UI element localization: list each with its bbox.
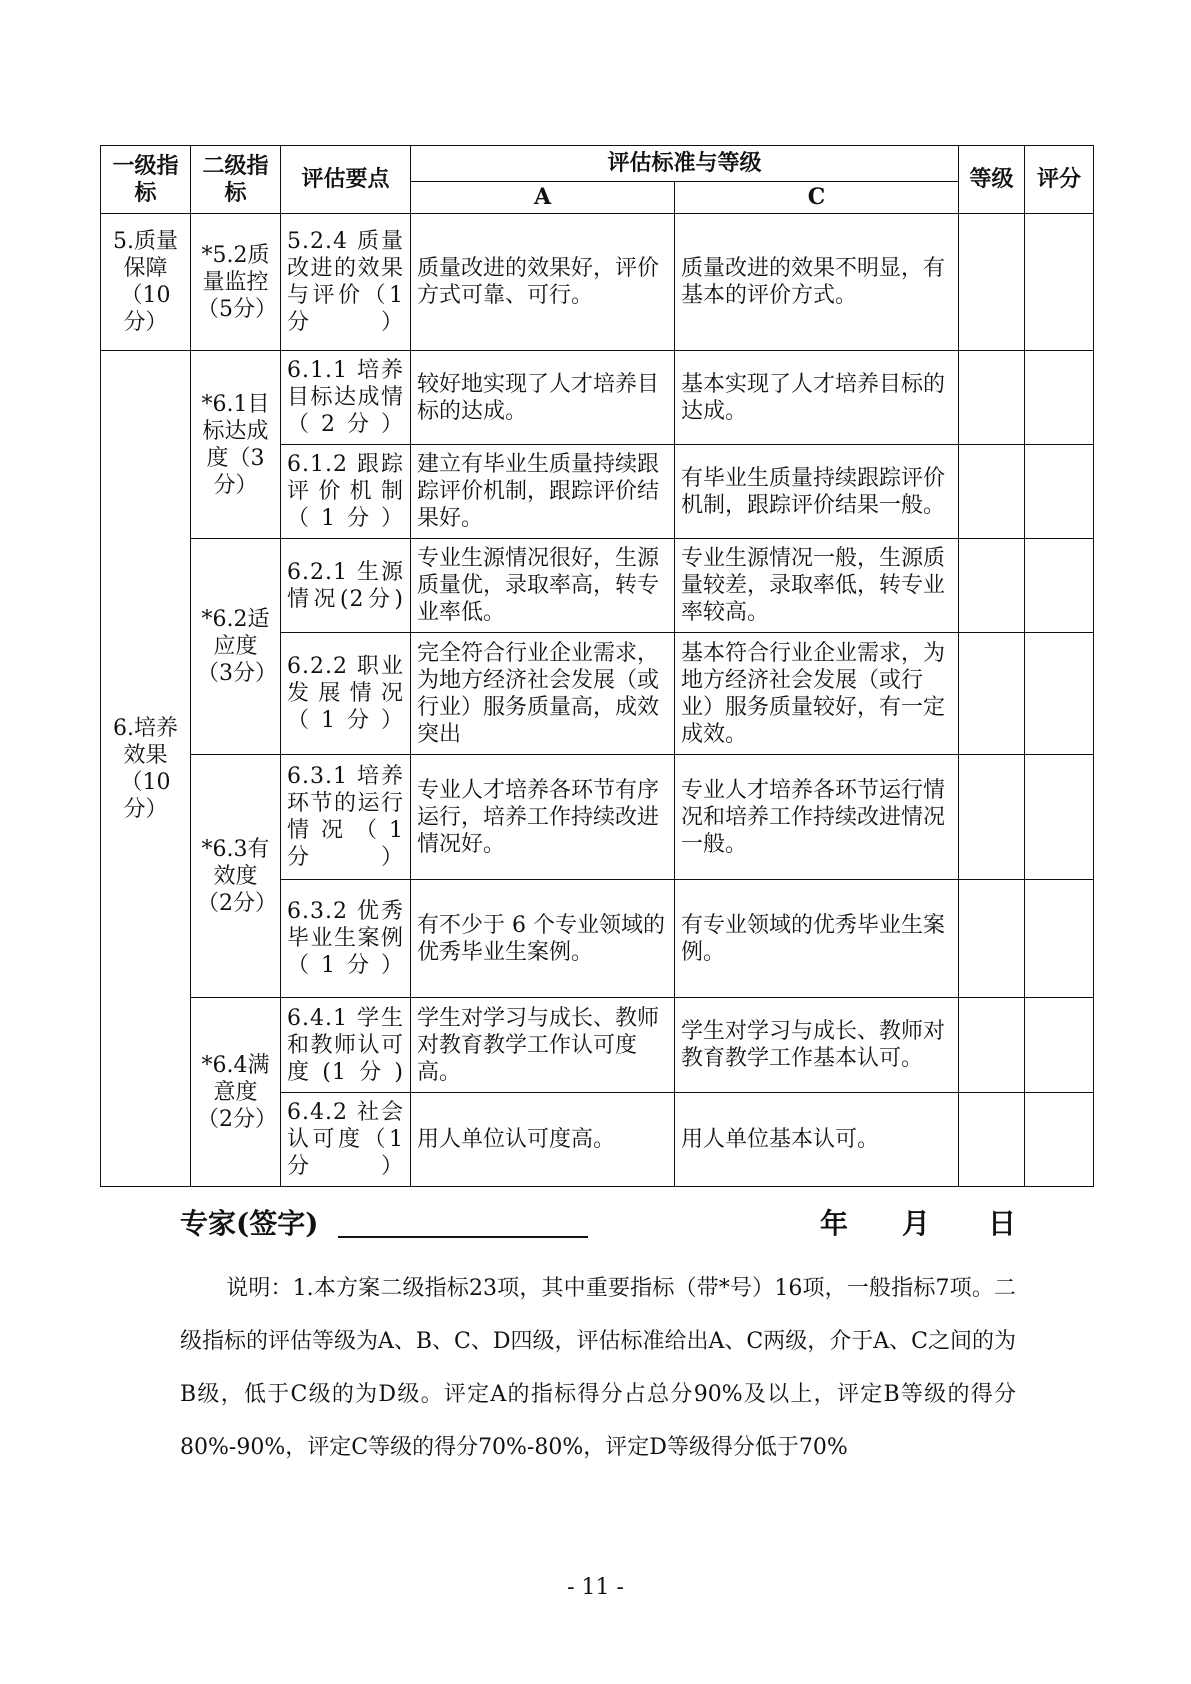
grade-cell[interactable] [959, 998, 1025, 1093]
explanation-note [180, 1262, 1016, 1474]
point-cell: 6.3.2 优秀毕业生案例（1分） [281, 880, 411, 998]
level1-cell: 6.培养效果（10分） [101, 351, 191, 1187]
header-standard: 评估标准与等级 [411, 146, 959, 182]
point-cell: 6.3.1 培养环节的运行情况（1分） [281, 755, 411, 880]
score-cell[interactable] [1025, 1093, 1094, 1187]
table-row [101, 755, 1094, 880]
header-level2: 二级指标 [191, 146, 281, 214]
standard-c-cell: 学生对学习与成长、教师对教育教学工作基本认可。 [675, 998, 959, 1093]
level2-cell: *6.2适应度（3分） [191, 539, 281, 755]
point-cell: 6.4.1 学生和教师认可度(1分) [281, 998, 411, 1093]
signature-field[interactable] [338, 1236, 588, 1238]
standard-c-cell: 基本符合行业企业需求，为地方经济社会发展（或行业）服务质量较好，有一定成效。 [675, 633, 959, 755]
score-cell[interactable] [1025, 445, 1094, 539]
score-cell[interactable] [1025, 998, 1094, 1093]
signature-label: 专家(签字) [180, 1207, 319, 1240]
standard-a-cell: 专业人才培养各环节有序运行，培养工作持续改进情况好。 [411, 755, 675, 880]
header-score: 评分 [1025, 146, 1094, 214]
point-cell: 5.2.4 质量改进的效果与评价（1分） [281, 214, 411, 351]
table-row [101, 214, 1094, 351]
explanation-text: 说明：1.本方案二级指标23项，其中重要指标（带*号）16项，一般指标7项。二级指标的评估等级为A、B、C、D四级，评估标准给出A、C两级，介于A、C之间的为B级，低于C级的为D级。评定A的指标得分占总分90%及以上，评定B等级的得分80%-90%，评定C等级的得分70%-80%，评定D等级得分低于70% [180, 1276, 1016, 1460]
grade-cell[interactable] [959, 351, 1025, 445]
point-cell: 6.2.2 职业发展情况（1分） [281, 633, 411, 755]
grade-cell[interactable] [959, 755, 1025, 880]
grade-cell[interactable] [959, 880, 1025, 998]
evaluation-table [100, 145, 1094, 1187]
grade-cell[interactable] [959, 1093, 1025, 1187]
signature-year: 年 [820, 1207, 849, 1240]
level2-cell: *6.4满意度（2分） [191, 998, 281, 1187]
header-level1: 一级指标 [101, 146, 191, 214]
table-row [101, 998, 1094, 1093]
grade-cell[interactable] [959, 539, 1025, 633]
standard-c-cell: 专业生源情况一般，生源质量较差，录取率低，转专业率较高。 [675, 539, 959, 633]
level1-cell: 5.质量保障（10分） [101, 214, 191, 351]
page-number: - 11 - [567, 1575, 624, 1600]
grade-cell[interactable] [959, 214, 1025, 351]
level2-cell: *6.1目标达成度（3分） [191, 351, 281, 539]
standard-c-cell: 质量改进的效果不明显，有基本的评价方式。 [675, 214, 959, 351]
standard-a-cell: 质量改进的效果好，评价方式可靠、可行。 [411, 214, 675, 351]
point-cell: 6.2.1 生源情况(2分) [281, 539, 411, 633]
score-cell[interactable] [1025, 351, 1094, 445]
standard-a-cell: 建立有毕业生质量持续跟踪评价机制，跟踪评价结果好。 [411, 445, 675, 539]
standard-a-cell: 有不少于 6 个专业领域的优秀毕业生案例。 [411, 880, 675, 998]
header-col-a: A [411, 182, 675, 214]
table-row [101, 351, 1094, 445]
standard-c-cell: 基本实现了人才培养目标的达成。 [675, 351, 959, 445]
grade-cell[interactable] [959, 633, 1025, 755]
header-points: 评估要点 [281, 146, 411, 214]
standard-a-cell: 用人单位认可度高。 [411, 1093, 675, 1187]
standard-a-cell: 较好地实现了人才培养目标的达成。 [411, 351, 675, 445]
header-col-c: C [675, 182, 959, 214]
standard-c-cell: 有专业领域的优秀毕业生案例。 [675, 880, 959, 998]
point-cell: 6.1.2 跟踪评价机制（1分） [281, 445, 411, 539]
standard-c-cell: 用人单位基本认可。 [675, 1093, 959, 1187]
point-cell: 6.1.1 培养目标达成情（2分） [281, 351, 411, 445]
signature-line [180, 1202, 1020, 1242]
score-cell[interactable] [1025, 214, 1094, 351]
score-cell[interactable] [1025, 880, 1094, 998]
standard-a-cell: 完全符合行业企业需求，为地方经济社会发展（或行业）服务质量高，成效突出 [411, 633, 675, 755]
signature-month: 月 [902, 1207, 931, 1240]
point-cell: 6.4.2 社会认可度（1分） [281, 1093, 411, 1187]
table-row [101, 539, 1094, 633]
header-grade: 等级 [959, 146, 1025, 214]
score-cell[interactable] [1025, 633, 1094, 755]
grade-cell[interactable] [959, 445, 1025, 539]
standard-c-cell: 专业人才培养各环节运行情况和培养工作持续改进情况一般。 [675, 755, 959, 880]
standard-a-cell: 专业生源情况很好，生源质量优，录取率高，转专业率低。 [411, 539, 675, 633]
signature-day: 日 [988, 1207, 1017, 1240]
score-cell[interactable] [1025, 755, 1094, 880]
score-cell[interactable] [1025, 539, 1094, 633]
standard-a-cell: 学生对学习与成长、教师对教育教学工作认可度高。 [411, 998, 675, 1093]
level2-cell: *6.3有效度（2分） [191, 755, 281, 998]
standard-c-cell: 有毕业生质量持续跟踪评价机制，跟踪评价结果一般。 [675, 445, 959, 539]
level2-cell: *5.2质量监控（5分） [191, 214, 281, 351]
